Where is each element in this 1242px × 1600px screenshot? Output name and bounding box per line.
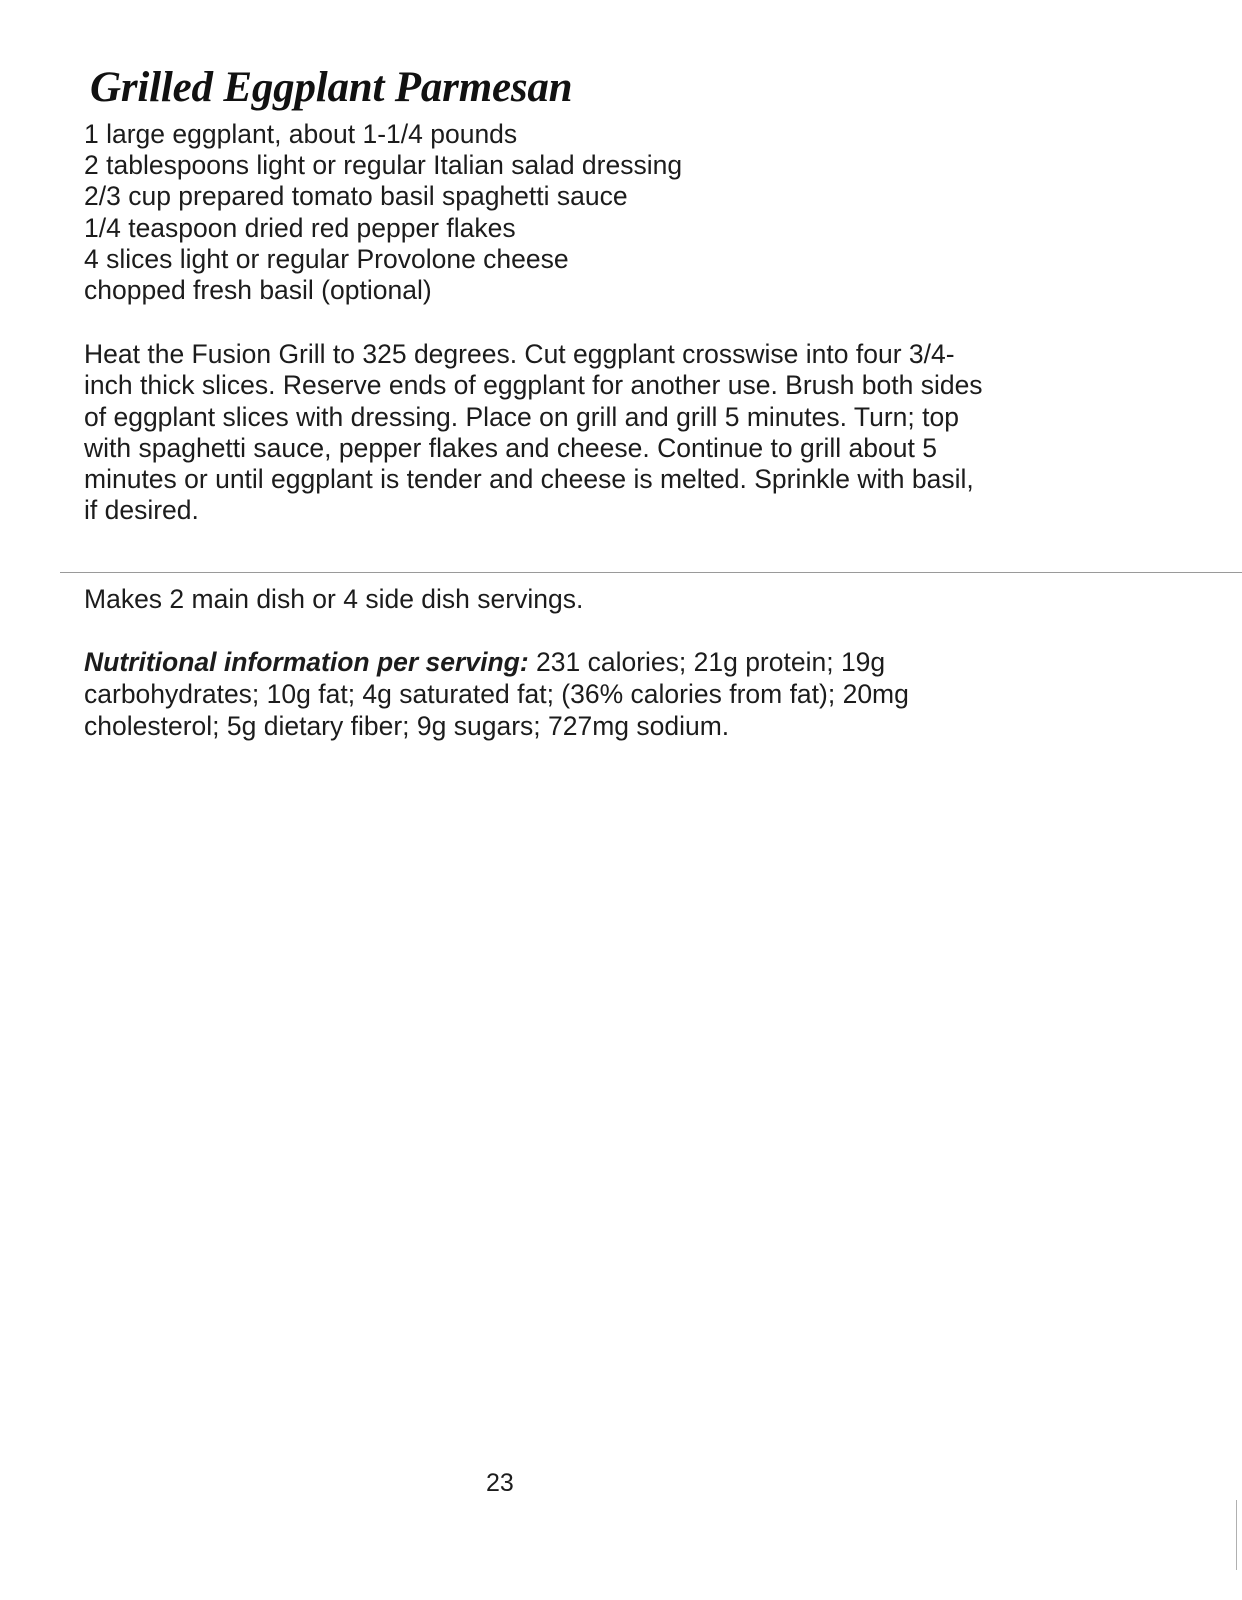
ingredient-item: 1 large eggplant, about 1-1/4 pounds bbox=[84, 119, 518, 149]
nutrition-values: 231 calories; 21g protein; 19g carbohydrates; 10g fat; 4g saturated fat; (36% calories from fat); 20mg cholesterol; 5g dietary fiber; 9g sugars; 727mg sodium. bbox=[84, 647, 909, 741]
nutrition-info bbox=[84, 646, 964, 742]
recipe-title: Grilled Eggplant Parmesan bbox=[90, 64, 573, 111]
ingredient-item: 2 tablespoons light or regular Italian salad dressing bbox=[84, 150, 683, 181]
recipe-instructions: Heat the Fusion Grill to 325 degrees. Cut eggplant crosswise into four 3/4-inch thick slices. Reserve ends of eggplant for another use. Brush both sides of eggplant slices with dressing. Place on grill and grill 5 minutes. Turn; top with spaghetti sauce, pepper flakes and cheese. Continue to grill about 5 minutes or until eggplant is tender and cheese is melted. Sprinkle with basil, if desired. bbox=[84, 339, 983, 526]
nutrition-label: Nutritional information per serving: bbox=[84, 647, 529, 677]
ingredient-list bbox=[84, 119, 682, 306]
page-number: 23 bbox=[486, 1469, 514, 1497]
section-divider bbox=[60, 572, 1242, 573]
ingredient-item: 2/3 cup prepared tomato basil spaghetti sauce bbox=[84, 181, 628, 212]
recipe-yield: Makes 2 main dish or 4 side dish servings. bbox=[84, 584, 584, 614]
scan-edge-line bbox=[1236, 1500, 1237, 1570]
ingredient-item: 1/4 teaspoon dried red pepper flakes bbox=[84, 212, 516, 243]
ingredient-item: chopped fresh basil (optional) bbox=[84, 275, 432, 306]
ingredient-item: 4 slices light or regular Provolone cheese bbox=[84, 243, 569, 274]
